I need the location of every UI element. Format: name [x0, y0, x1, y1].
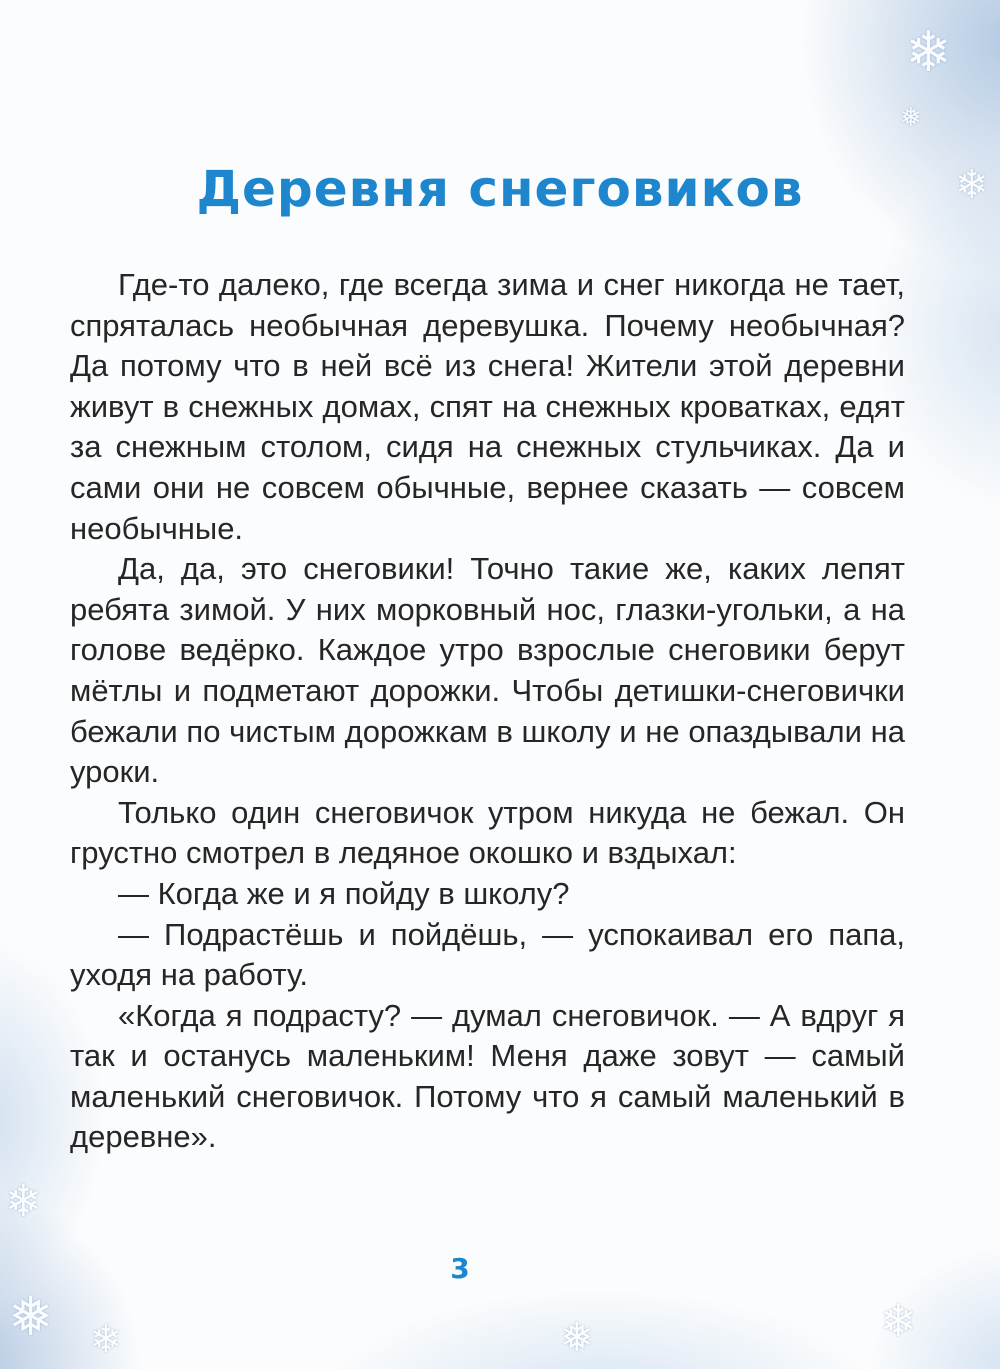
paragraph: — Подрастёшь и пойдёшь, — успокаивал его папа, уходя на работу. — [70, 916, 905, 993]
snowflake-icon: ❄ — [90, 1317, 122, 1361]
snowflake-icon: ❄ — [955, 162, 989, 208]
paragraph: Только один снеговичок утром никуда не бежал. Он грустно смотрел в ледяное окошко и вздыхал: — [70, 794, 905, 871]
story-text — [70, 265, 905, 1158]
snowflake-icon: ❅ — [8, 1285, 54, 1348]
snowflake-icon: ❄ — [905, 20, 952, 85]
snowflake-icon: ❅ — [560, 1315, 594, 1361]
paragraph: «Когда я подрасту? — думал снеговичок. — А вдруг я так и останусь маленьким! Меня даже зовут — самый маленький снеговичок. Потому что я самый маленький в деревне». — [70, 997, 905, 1155]
page-title: Деревня снеговиков — [196, 160, 804, 218]
snowflake-icon: ❄ — [880, 1296, 917, 1347]
paragraph: — Когда же и я пойду в школу? — [118, 875, 570, 911]
snowflake-icon: ❅ — [900, 103, 922, 133]
paragraph: Где-то далеко, где всегда зима и снег никогда не тает, спряталась необычная деревушка. Почему необычная? Да потому что в ней всё из снега! Жители этой деревни живут в снежных домах, спят на снежных кроватках, едят за снежным столом, сидя на снежных стульчиках. Да и сами они не совсем обычные, вернее сказать — совсем необычные. — [70, 267, 905, 546]
paragraph: Да, да, это снеговики! Точно такие же, каких лепят ребята зимой. У них морковный нос, глазки-угольки, а на голове ведёрко. Каждое утро взрослые снеговики берут мётлы и подметают дорожки. Чтобы детишки-снеговички бежали по чистым дорожкам в школу и не опаздывали на уроки. — [70, 551, 905, 790]
page-number: 3 — [450, 1252, 470, 1285]
snowflake-icon: ❄ — [5, 1176, 42, 1227]
